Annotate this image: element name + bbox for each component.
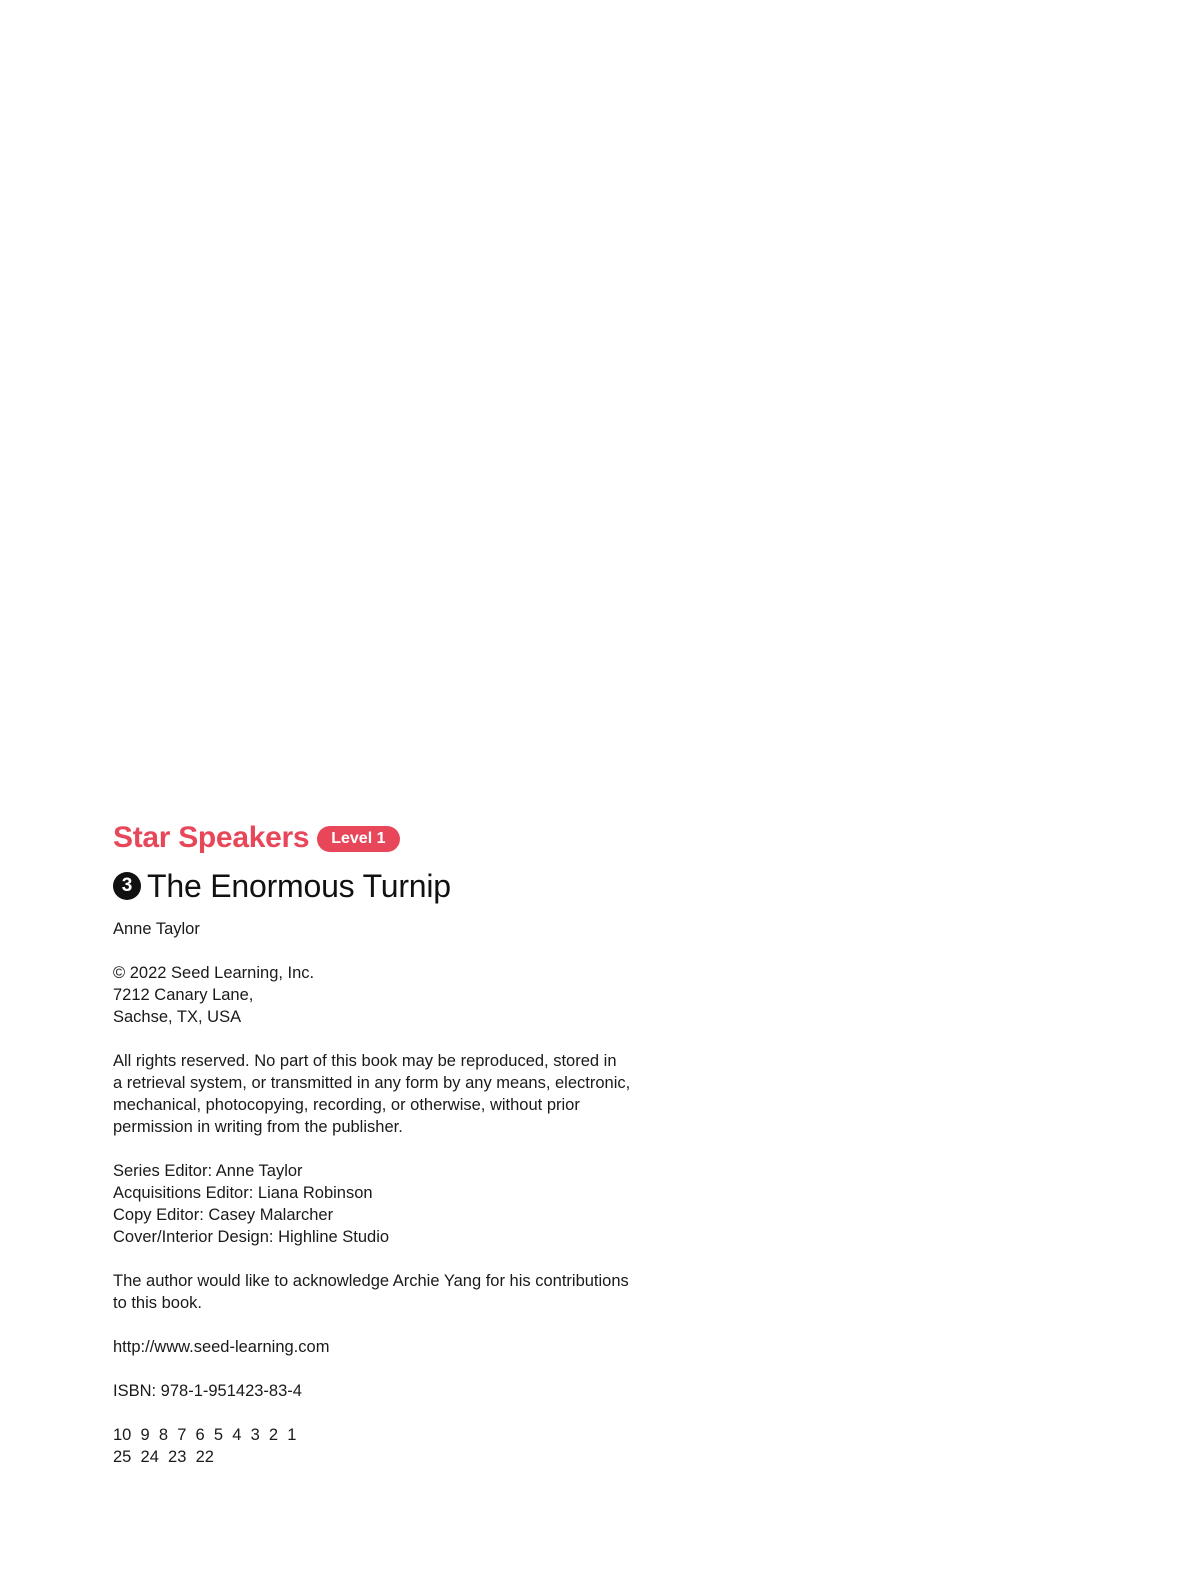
spacer: [113, 1314, 713, 1336]
book-title: The Enormous Turnip: [147, 868, 451, 904]
series-name: Star Speakers: [113, 821, 310, 854]
design-credit: Cover/Interior Design: Highline Studio: [113, 1228, 390, 1246]
spacer: [113, 1028, 713, 1050]
address-line-2: Sachse, TX, USA: [113, 1008, 242, 1026]
website-url: http://www.seed-learning.com: [113, 1338, 330, 1356]
acquisitions-editor-credit: Acquisitions Editor: Liana Robinson: [113, 1184, 373, 1202]
imprint-block: [113, 818, 713, 1468]
spacer: [113, 1138, 713, 1160]
rights-line-3: mechanical, photocopying, recording, or otherwise, without prior: [113, 1096, 580, 1114]
copyright-line: © 2022 Seed Learning, Inc.: [113, 964, 315, 982]
level-badge: Level 1: [317, 826, 399, 852]
printing-years: 25 24 23 22: [113, 1448, 214, 1466]
author-name: Anne Taylor: [113, 920, 200, 938]
acknowledgment-line-1: The author would like to acknowledge Archie Yang for his contributions: [113, 1272, 629, 1290]
acknowledgment-line-2: to this book.: [113, 1294, 202, 1312]
copy-editor-credit: Copy Editor: Casey Malarcher: [113, 1206, 334, 1224]
printing-numbers: 10 9 8 7 6 5 4 3 2 1: [113, 1426, 297, 1444]
spacer: [113, 1402, 713, 1424]
rights-line-2: a retrieval system, or transmitted in any form by any means, electronic,: [113, 1074, 631, 1092]
spacer: [113, 1358, 713, 1380]
book-title-row: [113, 864, 713, 908]
spacer: [113, 940, 713, 962]
spacer: [113, 1248, 713, 1270]
volume-number-badge: 3: [113, 872, 141, 900]
isbn: ISBN: 978-1-951423-83-4: [113, 1382, 302, 1400]
series-header: [113, 818, 713, 858]
rights-line-4: permission in writing from the publisher.: [113, 1118, 403, 1136]
series-editor-credit: Series Editor: Anne Taylor: [113, 1162, 303, 1180]
address-line-1: 7212 Canary Lane,: [113, 986, 254, 1004]
rights-line-1: All rights reserved. No part of this book may be reproduced, stored in: [113, 1052, 617, 1070]
